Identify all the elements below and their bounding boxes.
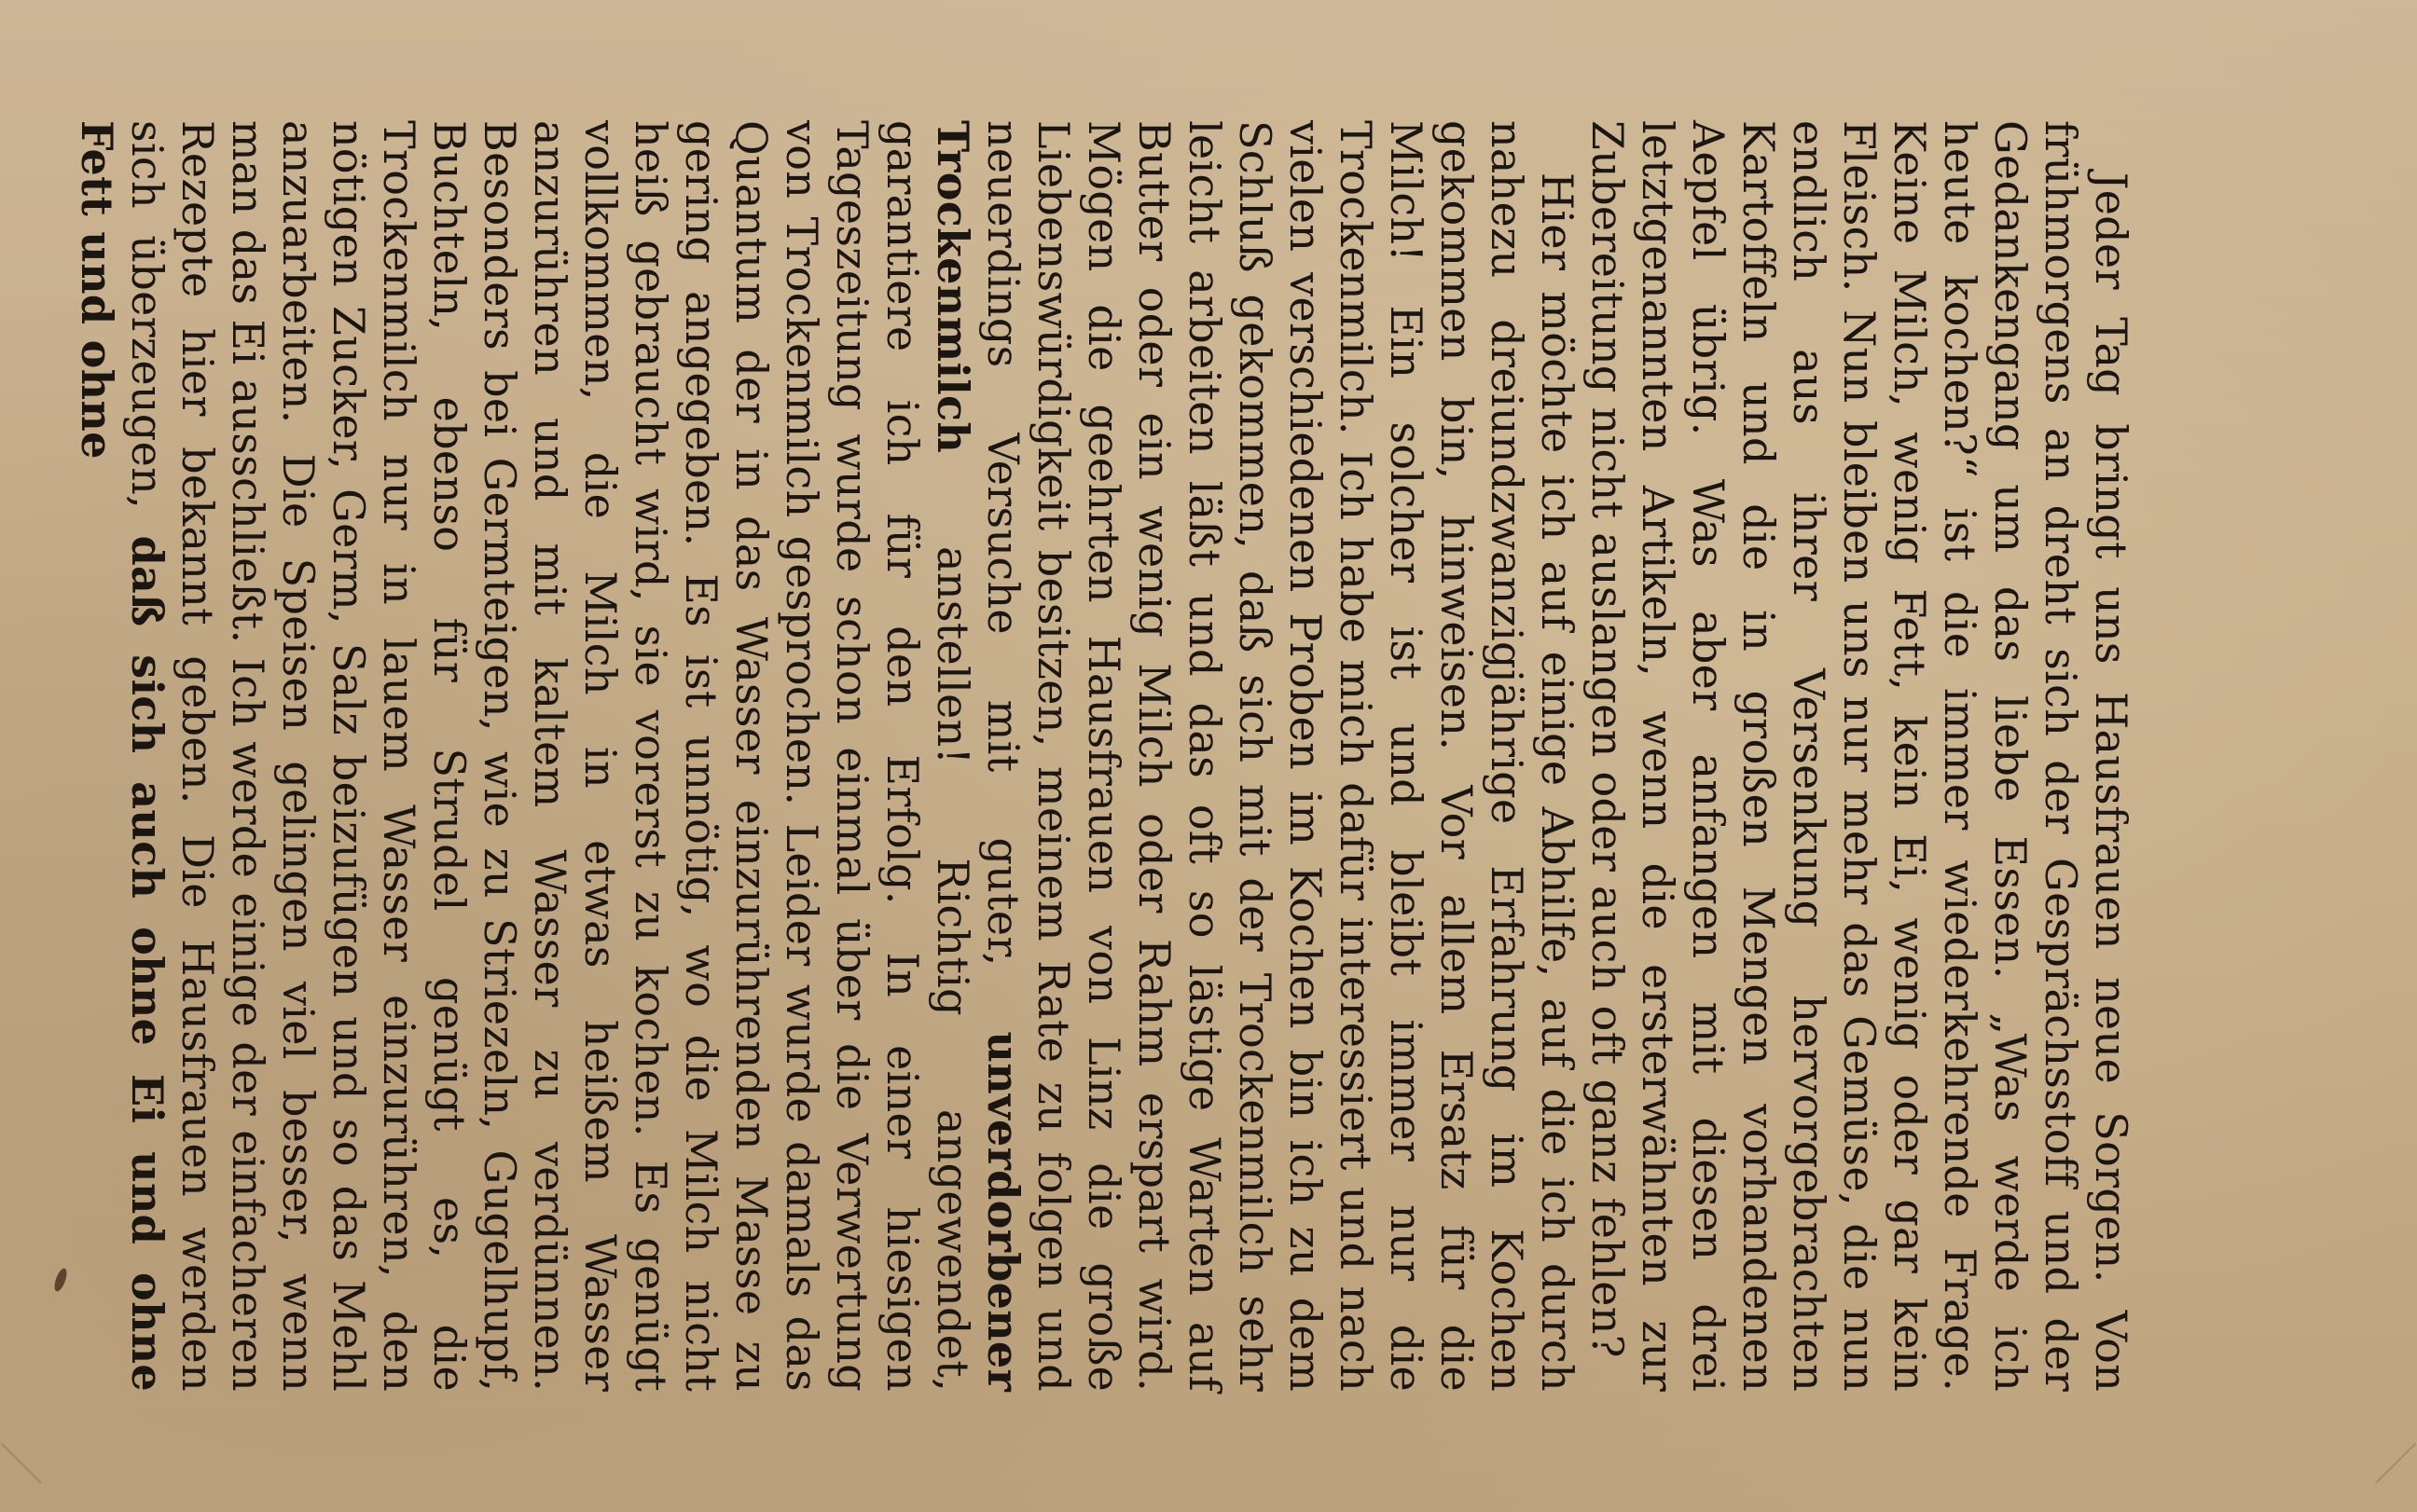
- paragraph-1-text: Jeder Tag bringt uns Hausfrauen neue Sorgen. Von frühmorgens an dreht sich der Gesprächsstoff und der Gedankengang um das liebe Essen. „Was werde ich heute kochen?“ ist die immer wiederkehrende Frage. Keine Milch, wenig Fett, kein Ei, wenig oder gar kein Fleisch. Nun bleiben uns nur mehr das Gemüse, die nun endlich aus ihrer Versenkung hervorgebrachten Kartoffeln und die in großen Mengen vorhandenen Aepfel übrig. Was aber anfangen mit diesen drei letztgenannten Artikeln, wenn die ersterwähnten zur Zubereitung nicht auslangen oder auch oft ganz fehlen?: [1582, 120, 2136, 1392]
- paragraph-2-text-a: Hier möchte ich auf einige Abhilfe, auf die ich durch nahezu dreiundzwanzigjährige Erfahrung im Kochen gekommen bin, hinweisen. Vor allem Ersatz für die Milch! Ein solcher ist und bleibt immer nur die Trockenmilch. Ich habe mich dafür interessiert und nach vielen verschiedenen Proben im Kochen bin ich zu dem Schluß gekommen, daß sich mit der Trockenmilch sehr leicht arbeiten läßt und das oft so lästige Warten auf Butter oder ein wenig Milch oder Rahm erspart wird. Mögen die geehrten Hausfrauen von Linz die große Liebenswürdigkeit besitzen, meinem Rate zu folgen und neuerdings Versuche mit guter,: [978, 120, 1582, 1392]
- paragraph-1: [1582, 120, 2136, 1392]
- ink-speck: [52, 1267, 69, 1293]
- article-text-column: [72, 94, 2136, 1418]
- paragraph-2-text-b: anstellen! Richtig angewendet, garantiere ich für den Erfolg. In einer hiesigen Tageszeitung wurde schon einmal über die Verwertung von Trockenmilch gesprochen. Leider wurde damals das Quantum der in das Wasser einzurührenden Masse zu gering angegeben. Es ist unnötig, wo die Milch nicht heiß gebraucht wird, sie vorerst zu kochen. Es genügt vollkommen, die Milch in etwas heißem Wasser anzurühren und mit kaltem Wasser zu verdünnen. Besonders bei Germteigen, wie zu Striezeln, Gugelhupf, Buchteln, ebenso für Strudel genügt es, die Trockenmilch nur in lauem Wasser einzurühren, den nötigen Zucker, Germ, Salz beizufügen und so das Mehl anzuarbeiten. Die Speisen gelingen viel besser, wenn man das Ei ausschließt. Ich werde einige der einfacheren Rezepte hier bekannt geben. Die Hausfrauen werden sich überzeugen,: [122, 120, 978, 1392]
- emphasis-unverdorbener-trockenmilch: unverdorbener Trockenmilch: [928, 120, 1029, 1392]
- emphasis-ohne-ei-und-fett: daß sich auch ohne Ei und ohne Fett und ohne: [72, 120, 173, 1392]
- corner-fold-right: [2375, 1443, 2417, 1512]
- corner-fold-left: [0, 1443, 42, 1512]
- paragraph-2: [72, 120, 1582, 1392]
